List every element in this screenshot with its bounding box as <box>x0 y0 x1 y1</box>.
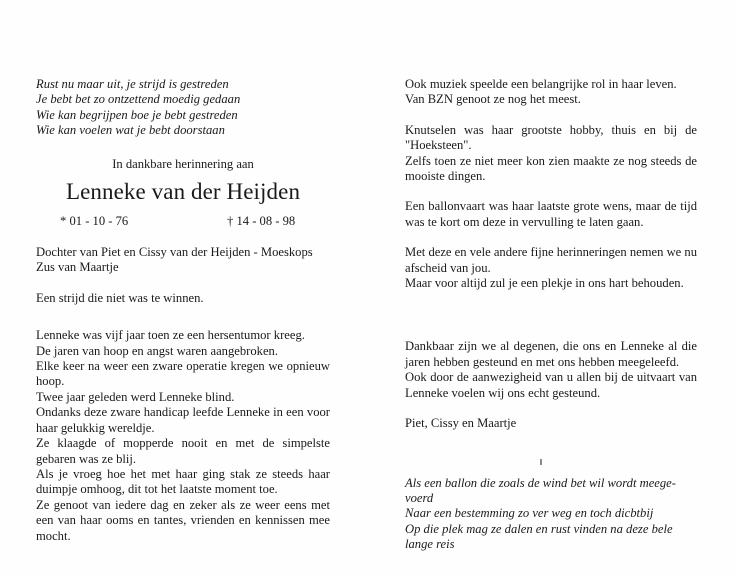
deceased-name: Lenneke van der Heijden <box>65 179 301 205</box>
poem-line: Op die plek mag ze dalen en rust vinden na deze bele <box>405 521 673 536</box>
poem-line: Als een ballon die zoals de wind bet wil wordt meege- <box>405 475 676 490</box>
poem-line: voerd <box>405 490 434 505</box>
music-line: Van BZN genoot ze nog het meest. <box>405 92 581 107</box>
story-line: De jaren van hoop en angst waren aangebroken. <box>36 343 278 358</box>
poem-line: Naar een bestemming zo ver weg en toch dicbtbij <box>405 506 654 521</box>
signature: Piet, Cissy en Maartje <box>405 416 517 431</box>
death-date: † 14 - 08 - 98 <box>227 214 296 229</box>
closing-poem <box>405 476 697 553</box>
thanks-line: Dankbaar zijn we al degenen, die ons en Lenneke al die jaren hebben gesteund en met ons hebben meegeleefd. <box>405 339 697 369</box>
right-column <box>405 77 697 553</box>
print-speck <box>540 459 542 465</box>
sibling-line: Zus van Maartje <box>36 260 119 275</box>
hobby-line: Knutselen was haar grootste hobby, thuis en bij de "Hoeksteen". <box>405 122 697 153</box>
birth-date: * 01 - 10 - 76 <box>60 214 129 229</box>
life-dates <box>36 214 330 230</box>
story-line: Elke keer na weer een zware operatie kregen we opnieuw hoop. <box>36 359 330 389</box>
opening-poem <box>36 77 330 139</box>
poem-line: Wie kan begrijpen boe je bebt gestreden <box>36 107 238 122</box>
story-line: Als je vroeg hoe het met haar ging stak ze steeds haar duimpje omhoog, dit tot het laatste moment toe. <box>36 466 330 497</box>
story-line: Ze klaagde of mopperde nooit en met de simpelste gebaren was ze blij. <box>36 436 330 466</box>
story-line: Ze genoot van iedere dag en zeker als ze weer eens met een van haar ooms en tantes, vrienden en kennissen mee mocht. <box>36 497 330 543</box>
music-line: Ook muziek speelde een belangrijke rol in haar leven. <box>405 77 677 91</box>
poem-line: Rust nu maar uit, je strijd is gestreden <box>36 77 229 91</box>
statement: Een strijd die niet was te winnen. <box>36 290 204 305</box>
poem-line: Wie kan voelen wat je bebt doorstaan <box>36 123 225 138</box>
left-column <box>36 77 330 544</box>
hobby-line: Zelfs toen ze niet meer kon zien maakte ze nog steeds de mooiste dingen. <box>405 153 697 184</box>
story-line: Lenneke was vijf jaar toen ze een hersentumor kreeg. <box>36 328 305 343</box>
parents-line: Dochter van Piet en Cissy van der Heijden - Moeskops <box>36 245 313 260</box>
story-line: Ondanks deze zware handicap leefde Lenneke in een voor haar gelukkig wereldje. <box>36 405 330 435</box>
story-line: Twee jaar geleden werd Lenneke blind. <box>36 389 235 404</box>
farewell-line: Met deze en vele andere fijne herinneringen nemen we nu afscheid van jou. <box>405 245 697 275</box>
story-text <box>36 328 330 544</box>
farewell-line: Maar voor altijd zul je een plekje in ons hart behouden. <box>405 276 684 291</box>
balloon-wish: Een ballonvaart was haar laatste grote wens, maar de tijd was te kort om deze in vervulling te laten gaan. <box>405 199 697 229</box>
poem-line: lange reis <box>405 537 455 552</box>
thanks-line: Ook door de aanwezigheid van u allen bij de uitvaart van Lenneke voelen wij ons echt gesteund. <box>405 370 697 400</box>
poem-line: Je bebt bet zo ontzettend moedig gedaan <box>36 92 241 107</box>
intro-text: In dankbare herinnering aan <box>112 156 254 171</box>
